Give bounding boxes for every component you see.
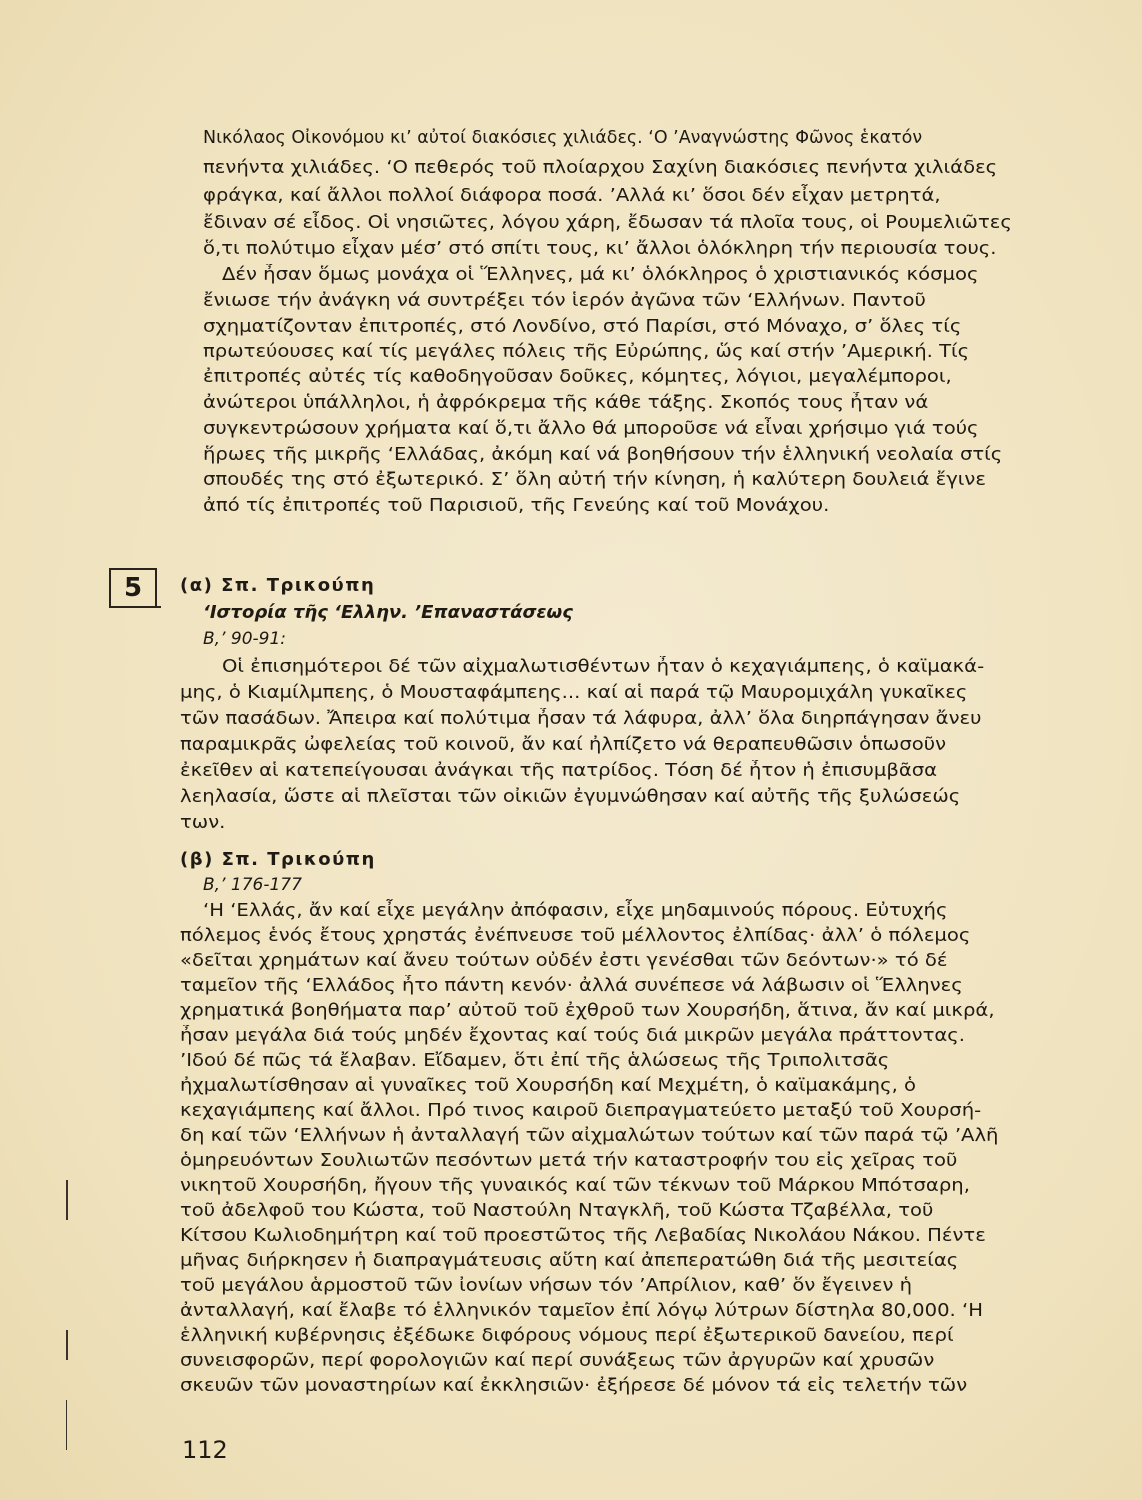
intro-line: σπουδές της στό ἐξωτερικό. Σ’ ὅλη αὐτή τήν κίνηση, ἡ καλύτερη δουλειά ἔγινε xyxy=(203,470,986,490)
excerpt-b-line: ἠχμαλωτίσθησαν αἱ γυναῖκες τοῦ Χουρσήδη καί Μεχμέτη, ὁ καϊμακάμης, ὁ xyxy=(180,1076,917,1096)
intro-line: πρωτεύουσες καί τίς μεγάλες πόλεις τῆς Εὐρώπης, ὥς καί στήν ’Αμερική. Τίς xyxy=(203,342,970,362)
excerpt-a-line: ἐκεῖθεν αἱ κατεπείγουσαι ἀνάγκαι τῆς πατρίδος. Τόση δέ ἦτον ἡ ἐπισυμβᾶσα xyxy=(180,761,938,781)
excerpt-a-line: μης, ὁ Κιαμίλμπεης, ὁ Μουσταφάμπεης... καί αἱ παρά τῷ Μαυρομιχάλη γυκαῖκες xyxy=(180,683,968,703)
excerpt-b-line: Κίτσου Κωλιοδημήτρη καί τοῦ προεστῶτος τῆς Λεβαδίας Νικολάου Νάκου. Πέντε xyxy=(180,1226,986,1246)
section-number-underline xyxy=(109,606,161,608)
intro-line: φράγκα, καί ἄλλοι πολλοί διάφορα ποσά. ’Αλλά κι’ ὅσοι δέν εἶχαν μετρητά, xyxy=(203,186,941,206)
excerpt-a-line: Οἱ ἐπισημότεροι δέ τῶν αἰχμαλωτισθέντων ἦταν ὁ κεχαγιάμπεης, ὁ καϊμακά- xyxy=(222,657,985,677)
source-reference-a: Β,’ 90-91: xyxy=(203,629,286,649)
binding-mark xyxy=(66,1330,68,1360)
excerpt-b-line: κεχαγιάμπεης καί ἄλλοι. Πρό τινος καιροῦ διεπραγματεύετο μεταξύ τοῦ Χουρσή- xyxy=(180,1101,982,1121)
excerpt-b-line: πόλεμος ἑνός ἔτους χρηστάς ἐνέπνευσε τοῦ μέλλοντος ἐλπίδας· ἀλλ’ ὁ πόλεμος xyxy=(180,926,971,946)
intro-line: συγκεντρώσουν χρήματα καί ὅ,τι ἄλλο θά μποροῦσε νά εἶναι χρήσιμο γιά τούς xyxy=(203,419,979,439)
excerpt-b-line: τοῦ ἀδελφοῦ του Κώστα, τοῦ Ναστούλη Νταγκλῆ, τοῦ Κώστα Τζαβέλλα, τοῦ xyxy=(180,1201,934,1221)
excerpt-b-line: δη καί τῶν ‘Ελλήνων ἡ ἀνταλλαγή τῶν αἰχμαλώτων τούτων καί τῶν παρά τῷ ’Αλῆ xyxy=(180,1126,999,1146)
intro-line: πενήντα χιλιάδες. ‘Ο πεθερός τοῦ πλοίαρχου Σαχίνη διακόσιες πενήντα χιλιάδες xyxy=(203,158,998,178)
intro-line: ἥρωες τῆς μικρῆς ‘Ελλάδας, ἀκόμη καί νά βοηθήσουν τήν ἑλληνική νεολαία στίς xyxy=(203,445,1003,465)
excerpt-b-line: σκευῶν τῶν μοναστηρίων καί ἐκκλησιῶν· ἐξήρεσε δέ μόνον τά εἰς τελετήν τῶν xyxy=(180,1376,968,1396)
binding-mark xyxy=(66,1400,67,1450)
excerpt-b-line: ἑλληνική κυβέρνησις ἐξέδωκε διφόρους νόμους περί ἐξωτερικοῦ δανείου, περί xyxy=(180,1326,954,1346)
intro-line: Νικόλαος Οἰκονόμου κι’ αὐτοί διακόσιες χιλιάδες. ‘Ο ’Αναγνώστης Φῶνος ἑκατόν xyxy=(203,128,923,148)
excerpt-b-line: ‘Η ‘Ελλάς, ἄν καί εἶχε μεγάλην ἀπόφασιν, εἶχε μηδαμινούς πόρους. Εὐτυχής xyxy=(203,901,948,921)
excerpt-b-line: νικητοῦ Χουρσήδη, ἤγουν τῆς γυναικός καί τῶν τέκνων τοῦ Μάρκου Μπότσαρη, xyxy=(180,1176,970,1196)
excerpt-b-line: «δεῖται χρημάτων καί ἄνευ τούτων οὐδέν ἐστι γενέσθαι τῶν δεόντων·» τό δέ xyxy=(180,951,948,971)
source-label-b: (β) Σπ. Τρικούπη xyxy=(180,849,376,870)
excerpt-b-line: ταμεῖον τῆς ‘Ελλάδος ἦτο πάντη κενόν· ἀλλά συνέπεσε νά λάβωσιν οἱ Ἕλληνες xyxy=(180,976,963,996)
excerpt-b-line: ἦσαν μεγάλα διά τούς μηδέν ἔχοντας καί τούς διά μικρῶν μεγάλα πράττοντας. xyxy=(180,1026,966,1046)
section-number-box: 5 xyxy=(109,568,157,606)
excerpt-a-line: τῶν πασάδων. Ἄπειρα καί πολύτιμα ἦσαν τά λάφυρα, ἀλλ’ ὅλα διηρπάγησαν ἄνευ xyxy=(180,709,982,729)
intro-line: ἀπό τίς ἐπιτροπές τοῦ Παρισιοῦ, τῆς Γενεύης καί τοῦ Μονάχου. xyxy=(203,496,830,516)
intro-line: ἔνιωσε τήν ἀνάγκη νά συντρέξει τόν ἱερόν ἀγῶνα τῶν ‘Ελλήνων. Παντοῦ xyxy=(203,291,926,311)
intro-line: ἔδιναν σέ εἶδος. Οἱ νησιῶτες, λόγου χάρη, ἔδωσαν τά πλοῖα τους, οἱ Ρουμελιῶτες xyxy=(203,213,1012,233)
excerpt-b-line: συνεισφορῶν, περί φορολογιῶν καί περί συνάξεως τῶν ἀργυρῶν καί χρυσῶν xyxy=(180,1351,935,1371)
intro-line: σχηματίζονταν ἐπιτροπές, στό Λονδίνο, στό Παρίσι, στό Μόναχο, σ’ ὅλες τίς xyxy=(203,317,962,337)
excerpt-b-line: χρηματικά βοηθήματα παρ’ αὐτοῦ τοῦ ἐχθροῦ των Χουρσήδη, ἅτινα, ἄν καί μικρά, xyxy=(180,1001,995,1021)
excerpt-a-line: παραμικρᾶς ὠφελείας τοῦ κοινοῦ, ἄν καί ἠλπίζετο νά θεραπευθῶσιν ὁπωσοῦν xyxy=(180,735,947,755)
excerpt-b-line: μῆνας διήρκησεν ἡ διαπραγμάτευσις αὕτη καί ἀπεπερατώθη διά τῆς μεσιτείας xyxy=(180,1251,959,1271)
page-number: 112 xyxy=(182,1436,228,1464)
excerpt-b-line: ἀνταλλαγή, καί ἔλαβε τό ἑλληνικόν ταμεῖον ἐπί λόγῳ λύτρων δίστηλα 80,000. ‘Η xyxy=(180,1301,983,1321)
excerpt-b-line: ’Ιδού δέ πῶς τά ἔλαβαν. Εἴδαμεν, ὅτι ἐπί τῆς ἁλώσεως τῆς Τριπολιτσᾶς xyxy=(180,1051,890,1071)
source-label-a: (α) Σπ. Τρικούπη xyxy=(180,575,376,596)
excerpt-a-line: λεηλασία, ὥστε αἱ πλεῖσται τῶν οἰκιῶν ἐγυμνώθησαν καί αὐτῆς τῆς ξυλώσεώς xyxy=(180,787,961,807)
excerpt-b-line: ὁμηρευόντων Σουλιωτῶν πεσόντων μετά τήν καταστροφήν του εἰς χεῖρας τοῦ xyxy=(180,1151,958,1171)
intro-line: Δέν ἦσαν ὅμως μονάχα οἱ Ἕλληνες, μά κι’ ὁλόκληρος ὁ χριστιανικός κόσμος xyxy=(222,265,979,285)
binding-mark xyxy=(66,1180,68,1220)
source-title-a: ‘Ιστορία τῆς ‘Ελλην. ’Επαναστάσεως xyxy=(203,602,573,623)
excerpt-b-line: τοῦ μεγάλου ἁρμοστοῦ τῶν ἰονίων νήσων τόν ’Απρίλιον, καθ’ ὅν ἔγεινεν ἡ xyxy=(180,1276,913,1296)
intro-line: ἐπιτροπές αὐτές τίς καθοδηγοῦσαν δοῦκες, κόμητες, λόγιοι, μεγαλέμποροι, xyxy=(203,367,952,387)
intro-line: ἀνώτεροι ὑπάλληλοι, ἡ ἀφρόκρεμα τῆς κάθε τάξης. Σκοπός τους ἦταν νά xyxy=(203,393,929,413)
source-reference-b: Β,’ 176-177 xyxy=(203,875,302,895)
intro-line: ὅ,τι πολύτιμο εἶχαν μέσ’ στό σπίτι τους, κι’ ἄλλοι ὁλόκληρη τήν περιουσία τους. xyxy=(203,239,997,259)
excerpt-a-line: των. xyxy=(180,813,226,833)
